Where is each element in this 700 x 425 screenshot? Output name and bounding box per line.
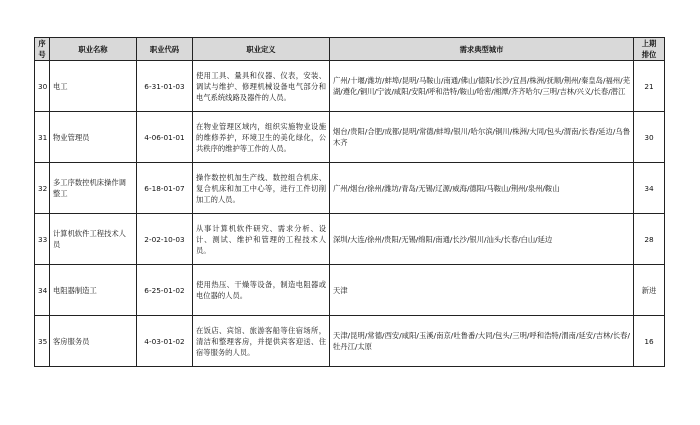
- header-name: 职业名称: [50, 38, 137, 61]
- row-definition: 在物业管理区域内，组织实施物业设施的维修养护，环境卫生的美化绿化，公共秩序的维护等工作的人员。: [193, 112, 330, 163]
- table-row: [35, 163, 665, 214]
- header-prev-rank: [634, 38, 665, 61]
- row-cities: 烟台/贵阳/合肥/成都/昆明/常德/蚌埠/银川/哈尔滨/铜川/株洲/大同/包头/渭南/长春/延边/乌鲁木齐: [330, 112, 634, 163]
- row-occupation-code: 6-18-01-07: [137, 163, 193, 214]
- row-prev-rank: 16: [634, 316, 665, 367]
- row-num: 34: [35, 265, 50, 316]
- row-occupation-name: 物业管理员: [50, 112, 137, 163]
- row-occupation-code: 4-06-01-01: [137, 112, 193, 163]
- row-occupation-code: 2-02-10-03: [137, 214, 193, 265]
- row-definition: 操作数控机加生产线、数控组合机床、复合机床和加工中心等，进行工件切削加工的人员。: [193, 163, 330, 214]
- row-cities: 天津/昆明/常德/西安/咸阳/玉溪/南京/吐鲁番/大同/包头/三明/呼和浩特/渭南/延安/吉林/长春/牡丹江/太原: [330, 316, 634, 367]
- row-num: 33: [35, 214, 50, 265]
- table-row: [35, 61, 665, 112]
- row-cities: 广州/十堰/潍坊/蚌埠/昆明/马鞍山/南通/佛山/德阳/长沙/宜昌/株洲/抚顺/荆州/秦皇岛/福州/芜湖/遵化/铜川/宁波/咸阳/安阳/呼和浩特/鞍山/哈密/湘潭/齐齐哈尔/三明/吉林/兴义/长春/潜江: [330, 61, 634, 112]
- row-occupation-code: 6-31-01-03: [137, 61, 193, 112]
- row-prev-rank: 30: [634, 112, 665, 163]
- row-occupation-code: 6-25-01-02: [137, 265, 193, 316]
- table-header-row: [35, 38, 665, 61]
- table-row: [35, 265, 665, 316]
- table-row: [35, 214, 665, 265]
- header-cities: 需求典型城市: [330, 38, 634, 61]
- row-num: 35: [35, 316, 50, 367]
- header-prev-rank-line-2: 排位: [641, 50, 657, 59]
- row-occupation-name: 多工序数控机床操作调整工: [50, 163, 137, 214]
- row-occupation-name: 电工: [50, 61, 137, 112]
- row-occupation-name: 客房服务员: [50, 316, 137, 367]
- occupation-demand-table: [34, 37, 665, 367]
- row-definition: 使用热压、干燥等设备，制造电阻器或电位器的人员。: [193, 265, 330, 316]
- header-code: 职业代码: [137, 38, 193, 61]
- row-num: 31: [35, 112, 50, 163]
- row-cities: 深圳/大连/徐州/贵阳/无锡/绵阳/南通/长沙/银川/汕头/长春/白山/延边: [330, 214, 634, 265]
- row-occupation-code: 4-03-01-02: [137, 316, 193, 367]
- row-prev-rank: 34: [634, 163, 665, 214]
- row-occupation-name: 电阻器制造工: [50, 265, 137, 316]
- row-cities: 天津: [330, 265, 634, 316]
- table-row: [35, 112, 665, 163]
- header-prev-rank-line-1: 上期: [641, 39, 657, 48]
- row-prev-rank: 28: [634, 214, 665, 265]
- row-prev-rank: 新进: [634, 265, 665, 316]
- header-definition: 职业定义: [193, 38, 330, 61]
- row-num: 30: [35, 61, 50, 112]
- row-definition: 在饭店、宾馆、旅游客船等住宿场所，清洁和整理客房，并提供宾客迎送、住宿等服务的人员。: [193, 316, 330, 367]
- table-row: [35, 316, 665, 367]
- header-num-char-1: 序: [38, 39, 46, 48]
- row-definition: 使用工具、量具和仪器、仪表，安装、调试与维护、修理机械设备电气部分和电气系统线路及器件的人员。: [193, 61, 330, 112]
- row-occupation-name: 计算机软件工程技术人员: [50, 214, 137, 265]
- row-num: 32: [35, 163, 50, 214]
- row-prev-rank: 21: [634, 61, 665, 112]
- row-cities: 广州/烟台/徐州/潍坊/青岛/无锡/辽源/威海/德阳/马鞍山/荆州/泉州/鞍山: [330, 163, 634, 214]
- header-num-char-2: 号: [38, 50, 46, 59]
- row-definition: 从事计算机软件研究、需求分析、设计、测试、维护和管理的工程技术人员。: [193, 214, 330, 265]
- header-num: [35, 38, 50, 61]
